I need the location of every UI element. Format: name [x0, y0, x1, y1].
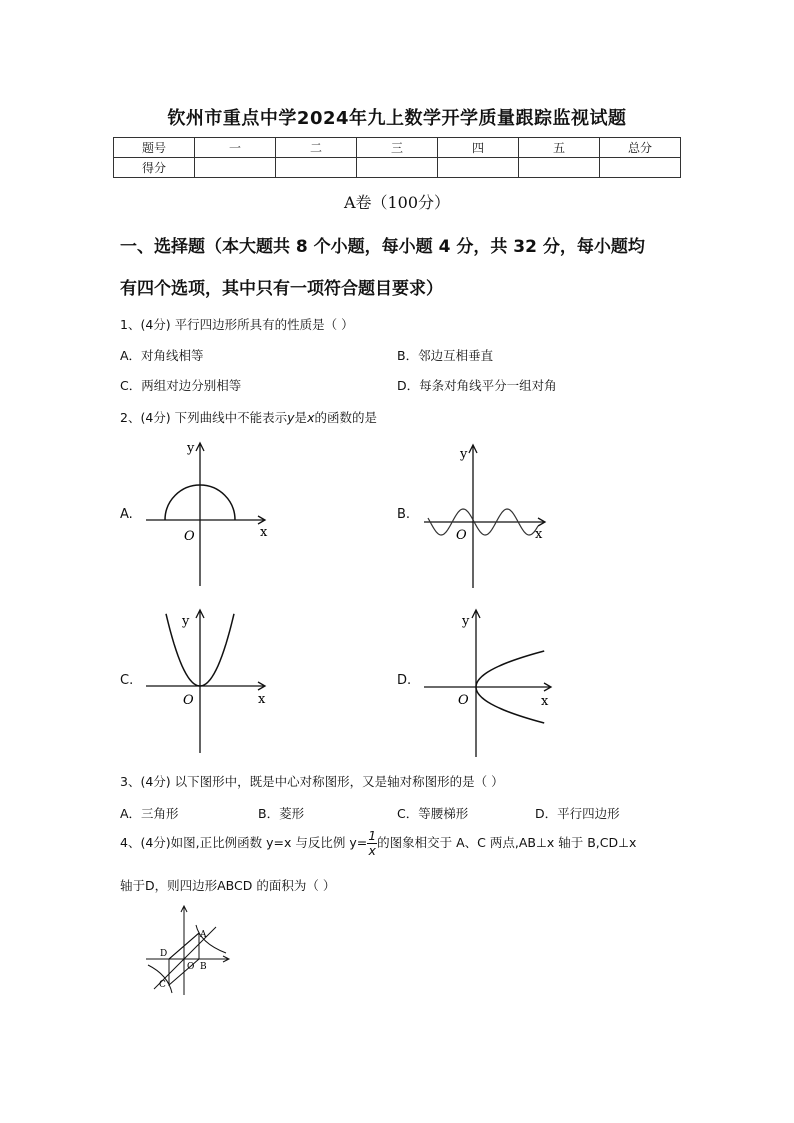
question-3-option-b[interactable]: B．菱形	[258, 806, 305, 821]
table-cell: 五	[519, 138, 600, 158]
section-heading	[120, 226, 690, 310]
table-cell: 得分	[114, 158, 195, 178]
question-2-stem-text: 2、(4分) 下列曲线中不能表示	[120, 410, 288, 425]
section-heading-line: 一、选择题（本大题共 8 个小题，每小题 4 分，共 32 分，每小题均	[120, 237, 645, 257]
score-table-header-row	[114, 138, 681, 158]
axis-label-y: y	[460, 447, 468, 462]
point-label-d: D	[160, 949, 168, 959]
score-cell[interactable]	[195, 158, 276, 178]
question-3-option-a[interactable]: A．三角形	[120, 806, 179, 821]
question-2-option-c[interactable]: C.	[120, 673, 134, 688]
graph-c-parabola	[140, 605, 280, 755]
volume-heading: A卷（100分）	[343, 193, 451, 212]
question-2-option-b[interactable]: B.	[397, 507, 411, 522]
variable-y: y	[287, 410, 295, 425]
score-table-score-row	[114, 158, 681, 178]
origin-label: O	[183, 693, 194, 708]
question-1-option-a[interactable]: A．对角线相等	[120, 348, 204, 363]
question-1-option-d[interactable]: D．每条对角线平分一组对角	[397, 378, 557, 393]
question-4-stem-text: 的图象相交于 A、C 两点,AB⊥x 轴于 B,CD⊥x	[377, 835, 637, 850]
axis-label-x: x	[260, 525, 268, 540]
point-label-c: C	[159, 980, 166, 990]
axis-label-x: x	[535, 527, 543, 542]
origin-label: O	[456, 528, 467, 543]
axis-label-x: x	[541, 694, 549, 709]
table-cell: 三	[357, 138, 438, 158]
axis-label-x: x	[258, 692, 266, 707]
table-cell: 一	[195, 138, 276, 158]
question-1-option-b[interactable]: B．邻边互相垂直	[397, 348, 494, 363]
point-label-o: O	[187, 962, 195, 972]
score-cell[interactable]	[600, 158, 681, 178]
axis-label-y: y	[187, 441, 195, 456]
point-label-a: A	[200, 930, 207, 940]
score-table	[113, 137, 681, 178]
question-2-stem-text: 的函数的是	[314, 410, 377, 425]
question-2-stem-text: 是	[294, 410, 308, 425]
question-3-option-d[interactable]: D．平行四边形	[535, 806, 620, 821]
question-2-option-a[interactable]: A.	[120, 507, 133, 522]
score-cell[interactable]	[519, 158, 600, 178]
axis-label-y: y	[182, 614, 190, 629]
graph-a-semicircle	[140, 438, 280, 588]
score-cell[interactable]	[438, 158, 519, 178]
fraction-1-over-x	[367, 829, 377, 858]
section-heading-line: 有四个选项，其中只有一项符合题目要求）	[120, 279, 443, 299]
graph-b-sine-wave	[420, 440, 555, 590]
question-3-option-c[interactable]: C．等腰梯形	[397, 806, 469, 821]
table-cell: 总分	[600, 138, 681, 158]
fraction-denominator: x	[368, 843, 376, 858]
table-cell: 二	[276, 138, 357, 158]
question-1-stem: 1、(4分) 平行四边形所具有的性质是（ ）	[120, 317, 354, 332]
variable-x: x	[307, 410, 315, 425]
table-cell: 题号	[114, 138, 195, 158]
question-4-stem	[120, 829, 636, 858]
question-4-stem-text: 4、(4分)如图,正比例函数 y=x 与反比例 y=	[120, 835, 368, 850]
score-cell[interactable]	[276, 158, 357, 178]
question-1-option-c[interactable]: C．两组对边分别相等	[120, 378, 242, 393]
point-label-b: B	[200, 962, 207, 972]
origin-label: O	[458, 693, 469, 708]
fraction-numerator: 1	[368, 828, 377, 843]
axis-label-y: y	[462, 614, 470, 629]
origin-label: O	[184, 529, 195, 544]
table-cell: 四	[438, 138, 519, 158]
graph-d-sideways-parabola	[420, 605, 560, 760]
exam-title: 钦州市重点中学2024年九上数学开学质量跟踪监视试题	[167, 108, 627, 129]
question-2-stem	[120, 408, 377, 426]
score-cell[interactable]	[357, 158, 438, 178]
question-2-option-d[interactable]: D.	[397, 673, 412, 688]
question-4-figure	[140, 903, 240, 998]
question-3-stem: 3、(4分) 以下图形中，既是中心对称图形，又是轴对称图形的是（ ）	[120, 774, 504, 789]
question-4-stem-line2: 轴于D，则四边形ABCD 的面积为（ ）	[120, 878, 336, 893]
